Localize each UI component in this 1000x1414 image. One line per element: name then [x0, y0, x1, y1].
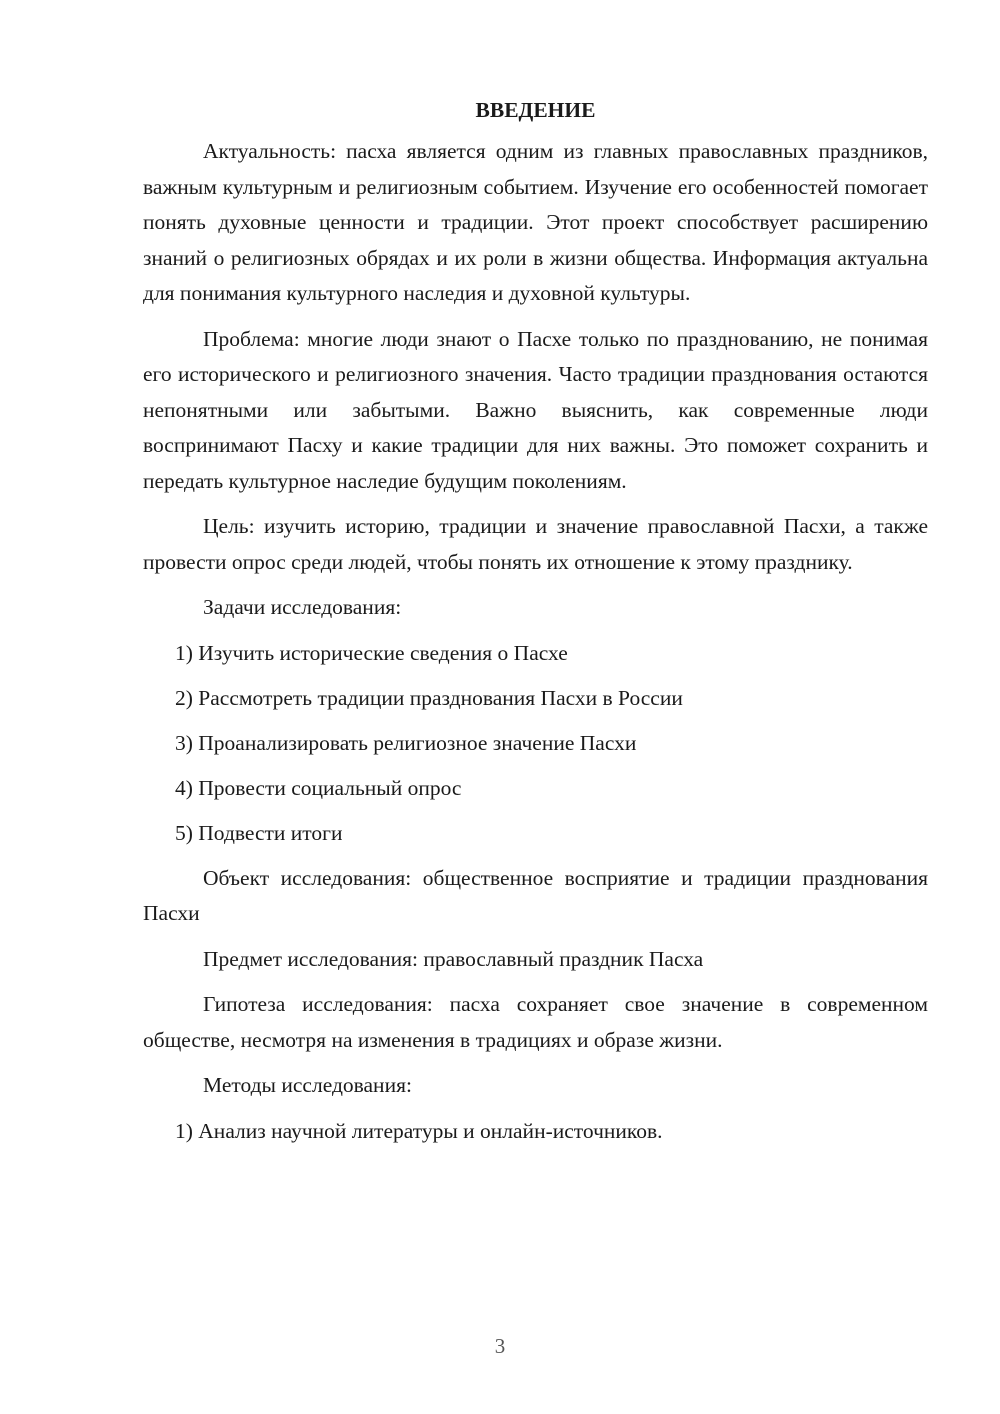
goal-paragraph: Цель: изучить историю, традиции и значение православной Пасхи, а также провести опрос среди людей, чтобы понять их отношение к этому празднику.: [143, 514, 928, 574]
task-item-2: 2) Рассмотреть традиции празднования Пасхи в России: [175, 685, 683, 710]
tasks-label: Задачи исследования:: [203, 595, 402, 619]
document-page: [143, 92, 928, 1159]
hypothesis-paragraph: Гипотеза исследования: пасха сохраняет свое значение в современном обществе, несмотря на изменения в традициях и образе жизни.: [143, 992, 928, 1052]
page-number: 3: [494, 1334, 506, 1358]
task-item-3: 3) Проанализировать религиозное значение Пасхи: [175, 730, 637, 755]
subject-paragraph: Предмет исследования: православный праздник Пасха: [203, 946, 704, 971]
task-item-4: 4) Провести социальный опрос: [175, 775, 462, 800]
problem-paragraph: Проблема: многие люди знают о Пасхе только по празднованию, не понимая его исторического и религиозного значения. Часто традиции празднования остаются непонятными или забытыми. Важно выяснить, как современные люди воспринимают Пасху и какие традиции для них важны. Это поможет сохранить и передать культурное наследие будущим поколениям.: [143, 326, 928, 493]
page-title: ВВЕДЕНИЕ: [475, 98, 596, 122]
object-paragraph: Объект исследования: общественное восприятие и традиции празднования Пасхи: [143, 865, 928, 925]
task-item-1: 1) Изучить исторические сведения о Пасхе: [175, 640, 568, 665]
method-item-1: 1) Анализ научной литературы и онлайн-источников.: [175, 1118, 663, 1143]
relevance-paragraph: Актуальность: пасха является одним из главных православных праздников, важным культурным и религиозным событием. Изучение его особенностей помогает понять духовные ценности и традиции. Этот проект способствует расширению знаний о религиозных обрядах и их роли в жизни общества. Информация актуальна для понимания культурного наследия и духовной культуры.: [143, 139, 928, 305]
task-item-5: 5) Подвести итоги: [175, 820, 343, 845]
methods-label: Методы исследования:: [203, 1073, 412, 1097]
